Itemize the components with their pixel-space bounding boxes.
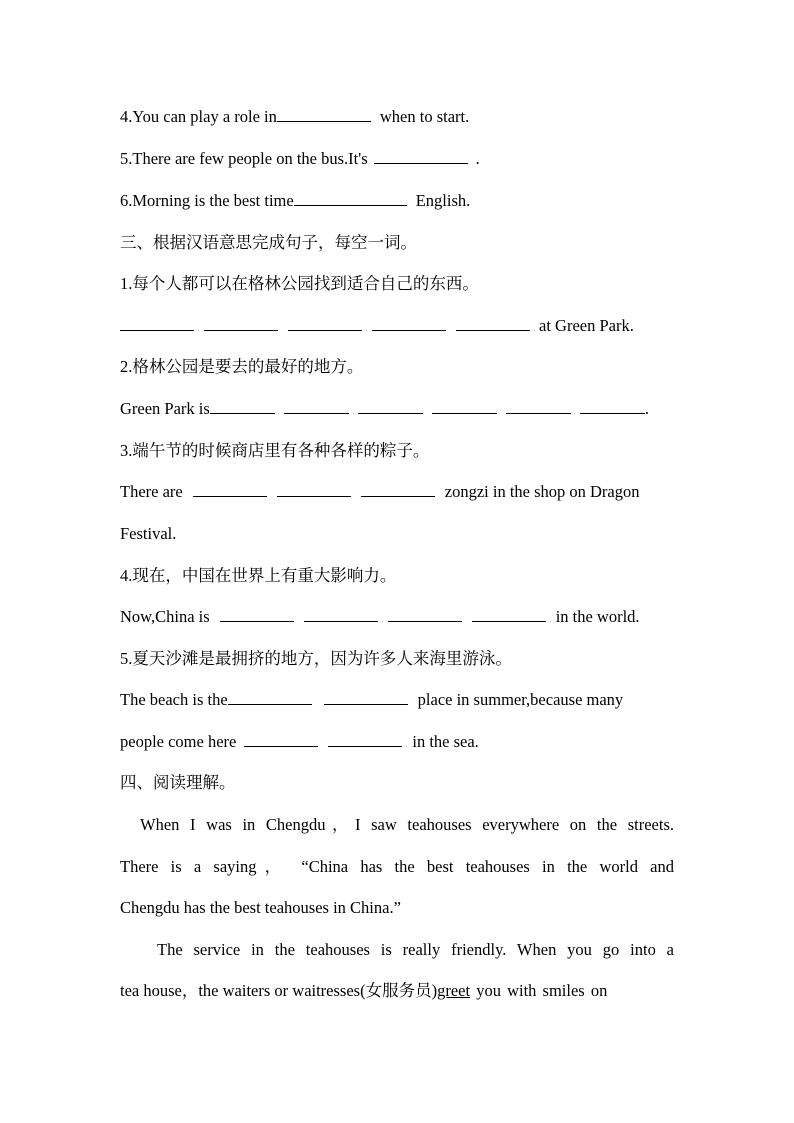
answer-blank[interactable] [372, 316, 446, 331]
passage-p1-line-1: When I was in Chengdu，I saw teahouses everywhere on the streets. [140, 815, 674, 834]
answer-blank[interactable] [304, 607, 378, 622]
answer-blank[interactable] [244, 732, 318, 747]
answer-blank[interactable] [210, 399, 275, 414]
vocab-word-greet: greet [437, 981, 471, 1000]
section-3-heading: 三、根据汉语意思完成句子，每空一词。 [120, 233, 417, 252]
question-5-tail: . [475, 149, 480, 168]
passage-p2-line-2-tail: you with smiles on [470, 981, 608, 1000]
answer-blank[interactable] [358, 399, 423, 414]
question-5-text: 5.There are few people on the bus.It's [120, 149, 368, 168]
sentence-4-tail: in the world. [555, 607, 640, 626]
answer-blank[interactable] [120, 316, 194, 331]
sentence-5-english [120, 690, 674, 710]
question-6-tail: English. [415, 191, 471, 210]
sentence-2-tail: . [644, 399, 649, 418]
sentence-4-chinese: 4.现在，中国在世界上有重大影响力。 [120, 566, 397, 585]
sentence-2-chinese: 2.格林公园是要去的最好的地方。 [120, 357, 364, 376]
answer-blank[interactable] [284, 399, 349, 414]
answer-blank[interactable] [432, 399, 497, 414]
sentence-2-english [120, 399, 674, 419]
sentence-3-continuation: Festival. [120, 524, 177, 543]
sentence-1-english [120, 316, 674, 336]
question-6-text: 6.Morning is the best time [120, 191, 294, 210]
answer-blank[interactable] [328, 732, 402, 747]
sentence-5-cont-tail: in the sea. [412, 732, 479, 751]
sentence-5-tail: place in summer,because many [417, 690, 624, 709]
question-5 [120, 149, 674, 169]
answer-blank[interactable] [204, 316, 278, 331]
passage-p1-line-3: Chengdu has the best teahouses in China.” [120, 898, 401, 917]
sentence-1-chinese: 1.每个人都可以在格林公园找到适合自己的东西。 [120, 274, 479, 293]
question-4-tail: when to start. [379, 107, 470, 126]
answer-blank[interactable] [294, 191, 407, 206]
answer-blank[interactable] [220, 607, 294, 622]
answer-blank[interactable] [506, 399, 571, 414]
answer-blank[interactable] [361, 482, 435, 497]
question-4-text: 4.You can play a role in [120, 107, 277, 126]
answer-blank[interactable] [472, 607, 546, 622]
passage-p2-line-2-head: tea house，the waiters or waitresses(女服务员) [120, 981, 438, 1000]
section-4-heading: 四、阅读理解。 [120, 773, 236, 792]
sentence-3-chinese: 3.端午节的时候商店里有各种各样的粽子。 [120, 441, 430, 460]
answer-blank[interactable] [277, 482, 351, 497]
answer-blank[interactable] [324, 690, 408, 705]
sentence-3-head: There are [120, 482, 183, 501]
question-4 [120, 107, 674, 127]
sentence-2-head: Green Park is [120, 399, 210, 418]
answer-blank[interactable] [388, 607, 462, 622]
sentence-3-tail: zongzi in the shop on Dragon [444, 482, 640, 501]
answer-blank[interactable] [456, 316, 530, 331]
sentence-5-chinese: 5.夏天沙滩是最拥挤的地方，因为许多人来海里游泳。 [120, 649, 512, 668]
passage-p1-line-2: There is a saying， “China has the best teahouses in the world and [120, 857, 674, 876]
sentence-5-continuation [120, 732, 674, 752]
answer-blank[interactable] [288, 316, 362, 331]
sentence-4-english [120, 607, 674, 627]
answer-blank[interactable] [374, 149, 468, 164]
answer-blank[interactable] [228, 690, 312, 705]
sentence-5-head: The beach is the [120, 690, 228, 709]
sentence-3-english [120, 482, 674, 502]
sentence-4-head: Now,China is [120, 607, 210, 626]
question-6 [120, 191, 674, 211]
answer-blank[interactable] [580, 399, 645, 414]
sentence-1-tail: at Green Park. [539, 316, 634, 335]
passage-p2-line-2 [120, 981, 674, 1001]
answer-blank[interactable] [193, 482, 267, 497]
answer-blank[interactable] [277, 107, 371, 122]
passage-p2-line-1: The service in the teahouses is really friendly. When you go into a [157, 940, 674, 959]
sentence-5-cont-head: people come here [120, 732, 237, 751]
